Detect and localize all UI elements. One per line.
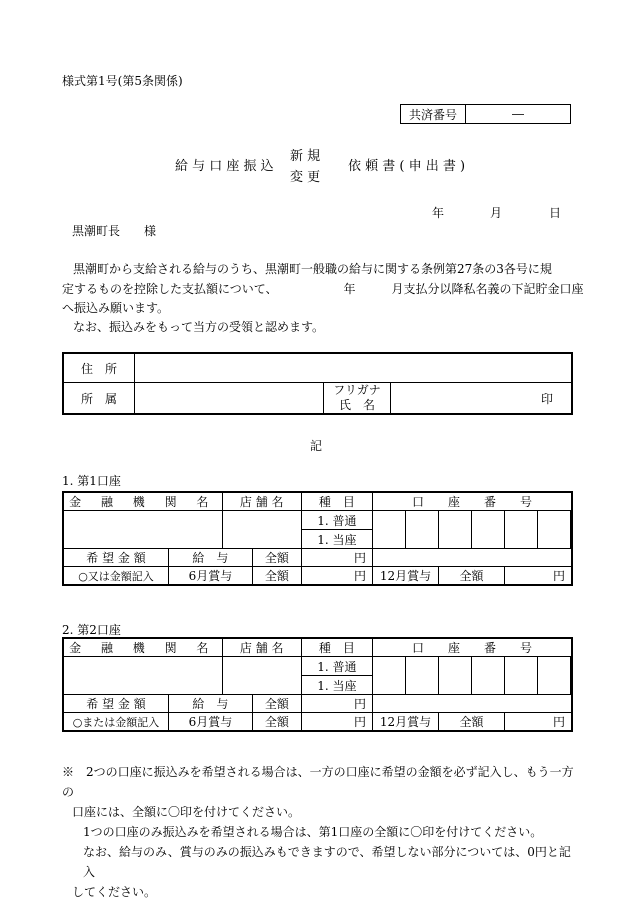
note-3b: してください。 — [72, 885, 157, 899]
account-2-table — [62, 637, 573, 732]
bank-name-field[interactable] — [63, 511, 222, 549]
salary-full[interactable]: 全額 — [252, 695, 301, 713]
june-bonus-label: 6月賞与 — [169, 713, 253, 732]
address-label: 住 所 — [63, 353, 135, 383]
june-bonus-amount[interactable]: 円 — [301, 567, 372, 586]
form-number: 様式第1号(第5条関係) — [62, 74, 183, 88]
bank-name-field[interactable] — [63, 657, 222, 695]
date-day: 日 — [549, 206, 562, 220]
account-digit[interactable] — [372, 511, 405, 549]
body-line-4: なお、振込みをもって当方の受領と認めます。 — [73, 320, 325, 334]
mutual-aid-value[interactable]: ― — [466, 105, 571, 124]
december-bonus-amount[interactable]: 円 — [504, 713, 572, 732]
account-1-heading: 1. 第1口座 — [62, 474, 121, 488]
account-2-heading: 2. 第2口座 — [62, 623, 121, 637]
account-digit[interactable] — [438, 657, 471, 695]
applicant-table — [62, 352, 573, 415]
title-right: 依 頼 書 ( 申 出 書 ) — [348, 159, 466, 174]
col-bank-name: 金 融 機 関 名 — [63, 638, 222, 657]
title-left: 給 与 口 座 振 込 — [175, 159, 274, 174]
mutual-aid-box — [400, 104, 571, 124]
type-ordinary[interactable]: 1. 普通 — [301, 511, 372, 530]
account-digit[interactable] — [405, 511, 438, 549]
june-bonus-amount[interactable]: 円 — [301, 713, 372, 732]
date-month: 月 — [490, 206, 503, 220]
col-branch-name: 店 舗 名 — [222, 638, 301, 657]
account-digit[interactable] — [504, 511, 537, 549]
salary-label: 給 与 — [169, 549, 253, 567]
desired-amount-label: 希 望 金 額 — [63, 549, 169, 567]
ki-heading: 記 — [310, 439, 323, 453]
blank-cell — [372, 695, 572, 713]
notes — [62, 762, 582, 902]
address-field[interactable] — [135, 353, 573, 383]
account-digit[interactable] — [537, 657, 570, 695]
blank-cell — [372, 549, 572, 567]
december-bonus-full[interactable]: 全額 — [438, 713, 504, 732]
col-account-type: 種 目 — [301, 638, 372, 657]
col-bank-name: 金 融 機 関 名 — [63, 492, 222, 511]
department-field[interactable] — [135, 383, 324, 415]
december-bonus-amount[interactable]: 円 — [504, 567, 572, 586]
december-bonus-full[interactable]: 全額 — [438, 567, 504, 586]
account-digit[interactable] — [471, 657, 504, 695]
addressee: 黒潮町長 様 — [72, 224, 157, 238]
branch-name-field[interactable] — [222, 657, 301, 695]
salary-amount[interactable]: 円 — [301, 695, 372, 713]
name-label: 氏 名 — [338, 398, 375, 412]
type-ordinary[interactable]: 1. 普通 — [301, 657, 372, 676]
body-line-2: 定するものを控除した支払額について、 年 月支払分以降私名義の下記貯金口座 — [62, 282, 584, 296]
account-digit[interactable] — [471, 511, 504, 549]
account-digit[interactable] — [570, 511, 572, 549]
note-3a: なお、給与のみ、賞与のみの振込みもできますので、希望しない部分については、0円と記入 — [83, 845, 571, 879]
account-digit[interactable] — [537, 511, 570, 549]
name-label-cell — [324, 383, 391, 415]
type-current[interactable]: 1. 当座 — [301, 676, 372, 695]
furigana-label: フリガナ — [333, 383, 381, 397]
department-label: 所 属 — [63, 383, 135, 415]
mutual-aid-label: 共済番号 — [401, 105, 466, 124]
desired-amount-label: 希 望 金 額 — [63, 695, 169, 713]
salary-label: 給 与 — [169, 695, 253, 713]
june-bonus-full[interactable]: 全額 — [252, 713, 301, 732]
desired-amount-note: ○又は金額記入 — [63, 567, 169, 586]
body-line-1: 黒潮町から支給される給与のうち、黒潮町一般職の給与に関する条例第27条の3各号に規 — [73, 262, 552, 276]
desired-amount-note: ○または金額記入 — [63, 713, 169, 732]
account-digit[interactable] — [438, 511, 471, 549]
account-digit[interactable] — [405, 657, 438, 695]
salary-amount[interactable]: 円 — [301, 549, 372, 567]
seal-mark: 印 — [540, 391, 553, 406]
branch-name-field[interactable] — [222, 511, 301, 549]
december-bonus-label: 12月賞与 — [372, 713, 438, 732]
salary-full[interactable]: 全額 — [252, 549, 301, 567]
account-digit[interactable] — [570, 657, 572, 695]
note-mark: ※ — [62, 765, 75, 779]
col-branch-name: 店 舗 名 — [222, 492, 301, 511]
name-field[interactable] — [391, 383, 573, 415]
title-option-change: 変 更 — [290, 170, 321, 185]
note-1b: 口座には、全額に〇印を付けてください。 — [72, 805, 301, 819]
account-1-table — [62, 491, 573, 586]
date-year: 年 — [432, 206, 445, 220]
body-line-3: へ振込み願います。 — [62, 301, 170, 315]
account-digit[interactable] — [504, 657, 537, 695]
account-digit[interactable] — [372, 657, 405, 695]
note-2: 1つの口座のみ振込みを希望される場合は、第1口座の全額に〇印を付けてください。 — [83, 825, 543, 839]
note-1a: 2つの口座に振込みを希望される場合は、一方の口座に希望の金額を必ず記入し、もう一方の — [62, 765, 574, 799]
title-option-new: 新 規 — [290, 149, 321, 164]
col-account-number: 口 座 番 号 — [372, 492, 572, 511]
col-account-number: 口 座 番 号 — [372, 638, 572, 657]
type-current[interactable]: 1. 当座 — [301, 530, 372, 549]
june-bonus-label: 6月賞与 — [169, 567, 253, 586]
col-account-type: 種 目 — [301, 492, 372, 511]
june-bonus-full[interactable]: 全額 — [252, 567, 301, 586]
december-bonus-label: 12月賞与 — [372, 567, 438, 586]
